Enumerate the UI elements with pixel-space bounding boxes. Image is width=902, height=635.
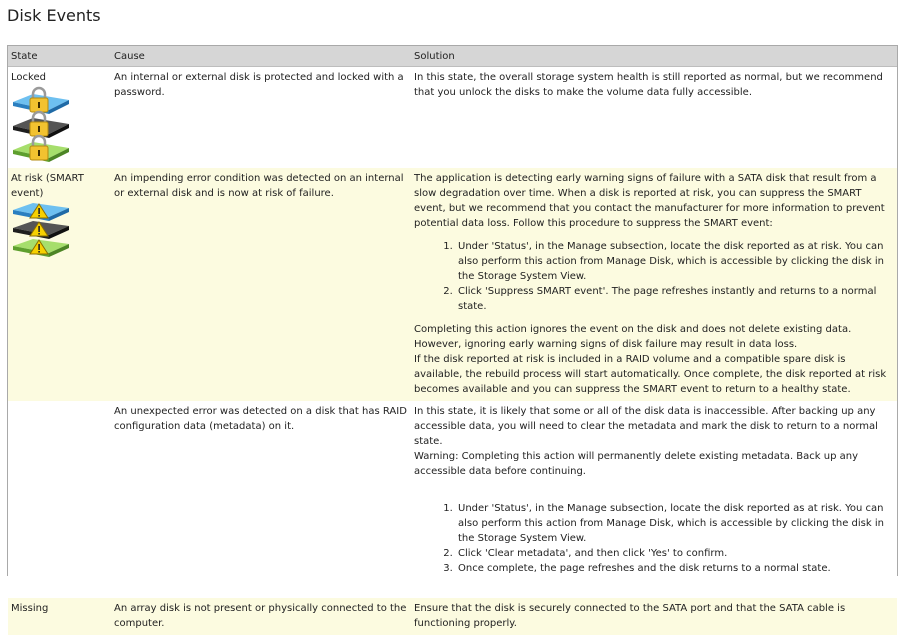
solution-cell bbox=[411, 598, 897, 635]
solution-text: Completing this action ignores the event on the disk and does not delete existing data. However, ignoring early warning signs of disk failure may result in data loss. bbox=[414, 324, 852, 350]
state-label: Locked bbox=[11, 72, 46, 83]
list-item: 2. Click 'Clear metadata', and then click 'Yes' to confirm. bbox=[456, 546, 894, 561]
solution-text: If the disk reported at risk is included in a RAID volume and a compatible spare disk is available, the rebuild process will start automatically. Once complete, the disk reported at risk becomes available and you can suppress the SMART event to return to a healthy state. bbox=[414, 354, 887, 395]
table-row bbox=[8, 168, 897, 401]
list-item: 1. Under 'Status', in the Manage subsection, locate the disk reported as at risk. You can also perform this action from Manage Disk, which is accessible by clicking the disk in the Storage System View. bbox=[456, 239, 894, 284]
list-item: 2. Click 'Suppress SMART event'. The page refreshes instantly and returns to a normal state. bbox=[456, 284, 894, 314]
solution-text: Warning: Completing this action will permanently delete existing metadata. Back up any accessible data before continuing. bbox=[414, 451, 859, 477]
cause-cell: An array disk is not present or physically connected to the computer. bbox=[111, 598, 411, 635]
table-row bbox=[8, 598, 897, 635]
column-header-state: State bbox=[8, 46, 111, 67]
solution-steps bbox=[414, 239, 894, 314]
column-header-solution: Solution bbox=[411, 46, 897, 67]
solution-text: Ensure that the disk is securely connected to the SATA port and that the SATA cable is functioning properly. bbox=[414, 603, 846, 629]
table-header-row bbox=[8, 46, 897, 67]
table-row bbox=[8, 401, 897, 598]
disk-events-table bbox=[7, 45, 898, 629]
solution-cell bbox=[411, 67, 897, 169]
list-item: 1. Under 'Status', in the Manage subsection, locate the disk reported as at risk. You can also perform this action from Manage Disk, which is accessible by clicking the disk in the Storage System View. bbox=[456, 501, 894, 546]
state-label: At risk (SMART event) bbox=[11, 173, 84, 199]
solution-steps bbox=[414, 501, 894, 576]
list-item: 3. Once complete, the page refreshes and the disk returns to a normal state. bbox=[456, 561, 894, 576]
solution-text: In this state, the overall storage system health is still reported as normal, but we recommend that you unlock the disks to make the volume data fully accessible. bbox=[414, 72, 883, 98]
state-cell: Missing bbox=[8, 598, 111, 635]
state-cell bbox=[8, 401, 111, 598]
solution-text: In this state, it is likely that some or all of the disk data is inaccessible. After backing up any accessible data, you will need to clear the metadata and mark the disk to return to a normal state. bbox=[414, 406, 878, 447]
page-title: Disk Events bbox=[7, 6, 101, 25]
state-cell bbox=[8, 168, 111, 401]
solution-text: The application is detecting early warning signs of failure with a SATA disk that result from a slow degradation over time. When a disk is reported at risk, you can suppress the SMART event, but we recommend that you contact the manufacturer for more information to prevent potential data loss. Follow this procedure to suppress the SMART event: bbox=[414, 173, 885, 229]
state-cell bbox=[8, 67, 111, 169]
cause-cell: An unexpected error was detected on a disk that has RAID configuration data (metadata) on it. bbox=[111, 401, 411, 598]
solution-cell bbox=[411, 401, 897, 598]
table-row bbox=[8, 67, 897, 169]
cause-cell: An internal or external disk is protected and locked with a password. bbox=[111, 67, 411, 169]
solution-cell bbox=[411, 168, 897, 401]
cause-cell: An impending error condition was detected on an internal or external disk and is now at risk of failure. bbox=[111, 168, 411, 401]
warning-disk-icon bbox=[11, 202, 108, 258]
locked-disk-icon bbox=[11, 86, 108, 164]
column-header-cause: Cause bbox=[111, 46, 411, 67]
